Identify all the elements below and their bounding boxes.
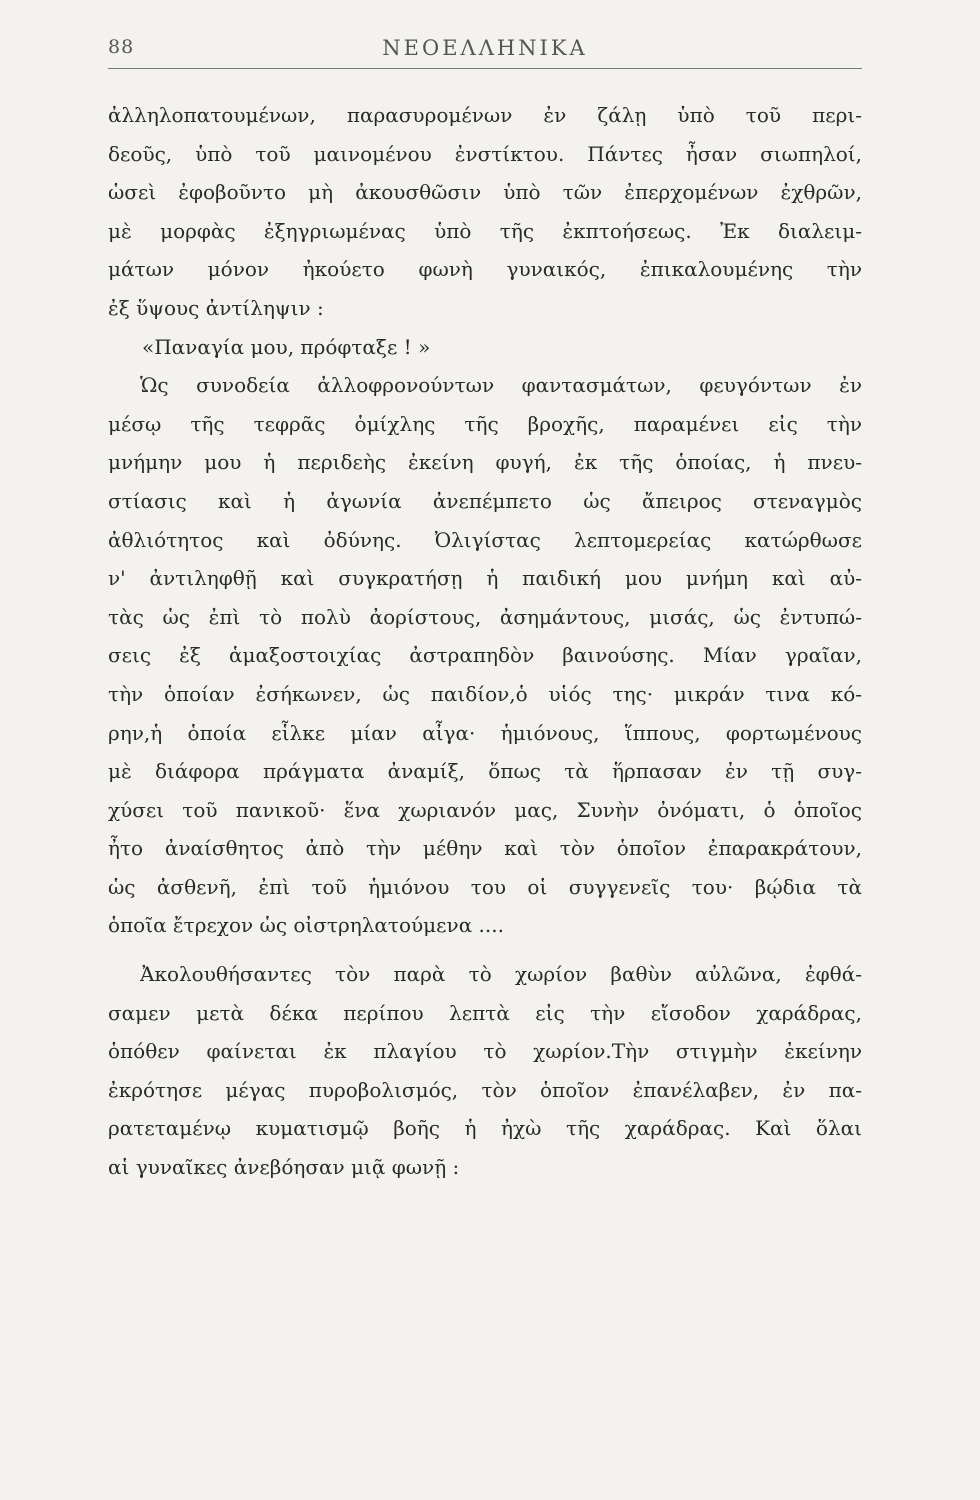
paragraph-3	[108, 955, 862, 1187]
text-line: μὲ μορφὰς ἐξηγριωμένας ὑπὸ τῆς ἐκπτοήσεως. Ἐκ διαλειμ-	[108, 218, 862, 243]
text-line: μνήμην μου ἡ περιδεὴς ἐκείνη φυγή, ἐκ τῆς ὁποίας, ἡ πνευ-	[108, 450, 862, 475]
text-line: στίασις καὶ ἡ ἀγωνία ἀνεπέμπετο ὡς ἄπειρος στεναγμὸς	[108, 488, 862, 513]
text-line: χύσει τοῦ πανικοῦ· ἕνα χωριανόν μας, Συνὴν ὀνόματι, ὁ ὁποῖος	[108, 797, 862, 822]
text-line: τὴν ὁποίαν ἐσήκωνεν, ὡς παιδίον,ὁ υἱός της· μικράν τινα κό-	[108, 681, 862, 706]
header-rule	[108, 68, 862, 69]
text-line: ὁπόθεν φαίνεται ἐκ πλαγίου τὸ χωρίον.Τὴν στιγμὴν ἐκείνην	[108, 1039, 862, 1064]
text-line: αἱ γυναῖκες ἀνεβόησαν μιᾷ φωνῇ :	[108, 1155, 460, 1180]
text-line: ρατεταμένῳ κυματισμῷ βοῆς ἡ ἠχὼ τῆς χαράδρας. Καὶ ὅλαι	[108, 1116, 862, 1141]
text-line: δεοῦς, ὑπὸ τοῦ μαινομένου ἐνστίκτου. Πάντες ἦσαν σιωπηλοί,	[108, 141, 862, 166]
text-line: ἀλληλοπατουμένων, παρασυρομένων ἐν ζάλῃ ὑπὸ τοῦ περι-	[108, 103, 862, 127]
paragraph-2	[108, 366, 862, 945]
text-line: ὡσεὶ ἐφοβοῦντο μὴ ἀκουσθῶσιν ὑπὸ τῶν ἐπερχομένων ἐχθρῶν,	[108, 180, 862, 205]
page-number: 88	[108, 36, 135, 58]
text-line: ὁποῖα ἔτρεχον ὡς οἰστρηλατούμενα ....	[108, 913, 504, 938]
journal-title: ΝΕΟΕΛΛΗΝΙΚΑ	[382, 36, 588, 60]
running-head	[108, 30, 862, 70]
text-line: ὡς ἀσθενῆ, ἐπὶ τοῦ ἡμιόνου του οἱ συγγενεῖς του· βῴδια τὰ	[108, 874, 862, 899]
text-line: τὰς ὡς ἐπὶ τὸ πολὺ ἀορίστους, ἀσημάντους, μισάς, ὡς ἐντυπώ-	[108, 604, 862, 629]
text-line: σεις ἐξ ἁμαξοστοιχίας ἀστραπηδὸν βαινούσης. Μίαν γραῖαν,	[108, 643, 862, 668]
quoted-line: «Παναγία μου, πρόφταξε ! »	[142, 334, 431, 359]
paragraph-1	[108, 96, 862, 328]
body-text	[108, 96, 862, 1187]
quotation	[108, 328, 862, 367]
text-line: ἦτο ἀναίσθητος ἀπὸ τὴν μέθην καὶ τὸν ὁποῖον ἐπαρακράτουν,	[108, 836, 862, 861]
paragraph-gap	[108, 945, 862, 955]
text-line: ἐκρότησε μέγας πυροβολισμός, τὸν ὁποῖον ἐπανέλαβεν, ἐν πα-	[108, 1077, 862, 1102]
text-line: ἀθλιότητος καὶ ὀδύνης. Ὀλιγίστας λεπτομερείας κατώρθωσε	[108, 527, 862, 552]
text-line: ρην,ἡ ὁποία εἷλκε μίαν αἶγα· ἡμιόνους, ἵππους, φορτωμένους	[108, 720, 862, 745]
text-line: μὲ διάφορα πράγματα ἀναμίξ, ὅπως τὰ ἥρπασαν ἐν τῇ συγ-	[108, 759, 862, 784]
text-line: Ἀκολουθήσαντες τὸν παρὰ τὸ χωρίον βαθὺν αὐλῶνα, ἐφθά-	[140, 962, 862, 987]
text-line: μέσῳ τῆς τεφρᾶς ὁμίχλης τῆς βροχῆς, παραμένει εἰς τὴν	[108, 411, 862, 436]
text-line: ἐξ ὕψους ἀντίληψιν :	[108, 295, 324, 320]
text-line: σαμεν μετὰ δέκα περίπου λεπτὰ εἰς τὴν εἴσοδον χαράδρας,	[108, 1000, 862, 1025]
text-line: μάτων μόνον ἠκούετο φωνὴ γυναικός, ἐπικαλουμένης τὴν	[108, 257, 862, 282]
text-line: ν' ἀντιληφθῇ καὶ συγκρατήσῃ ἡ παιδική μου μνήμη καὶ αὐ-	[108, 566, 862, 591]
text-line: Ὡς συνοδεία ἀλλοφρονούντων φαντασμάτων, φευγόντων ἐν	[140, 373, 862, 398]
